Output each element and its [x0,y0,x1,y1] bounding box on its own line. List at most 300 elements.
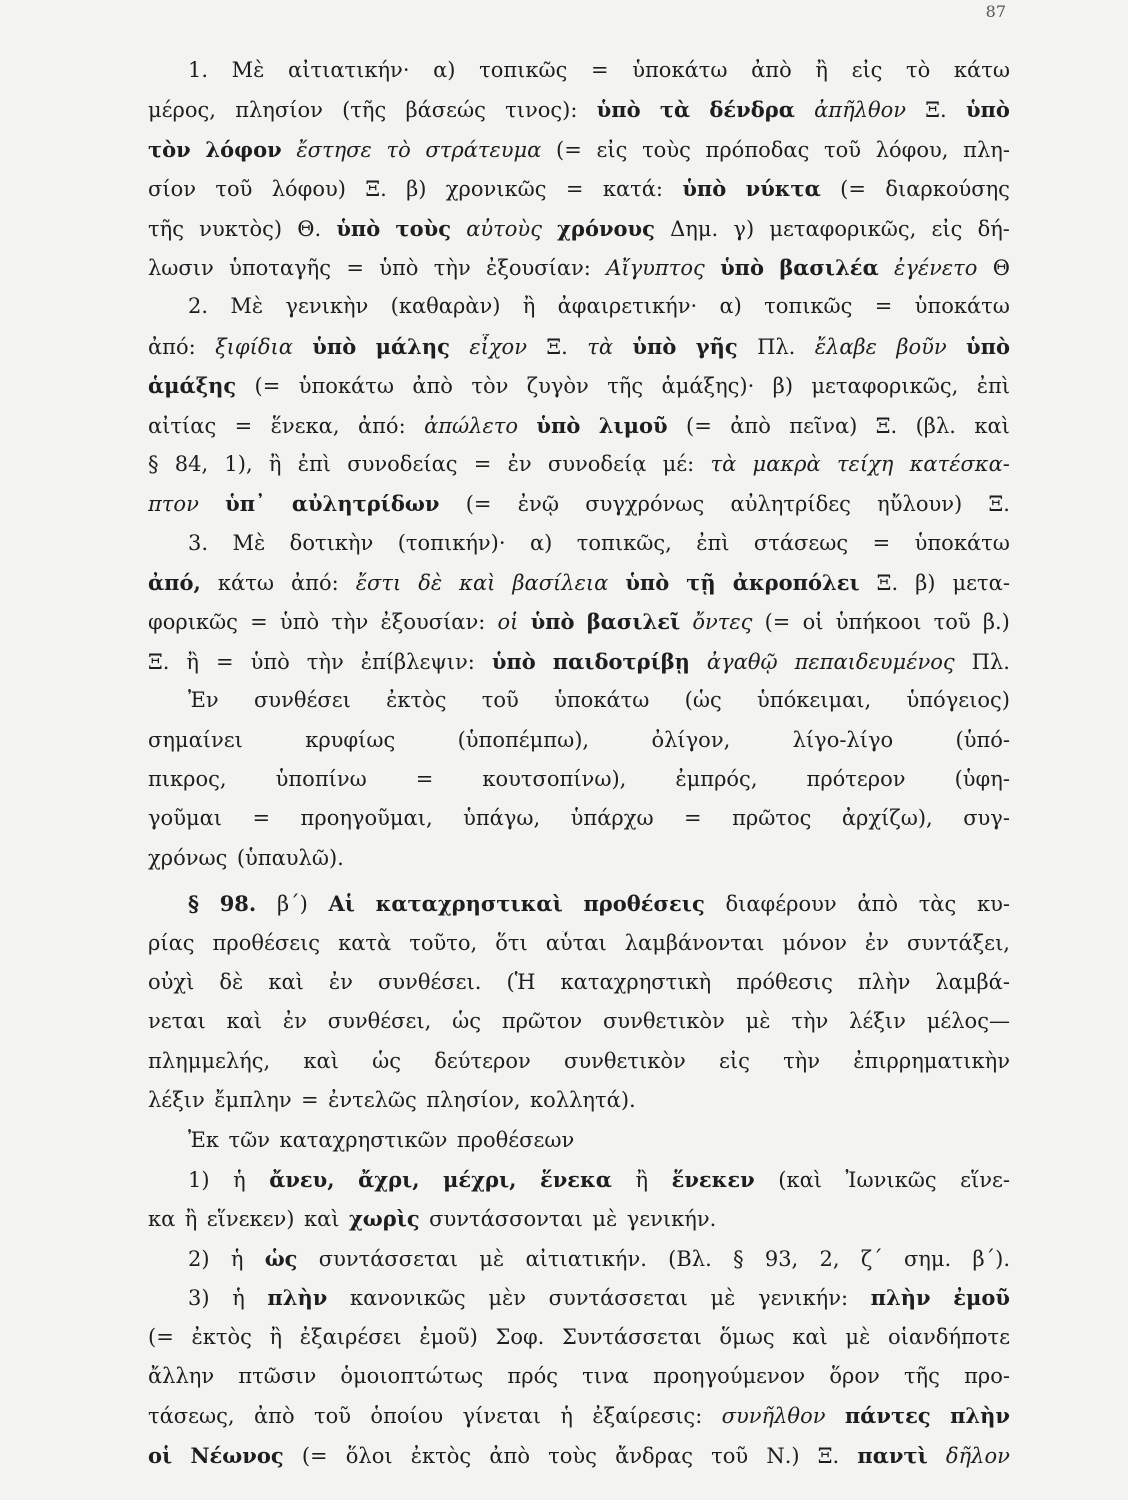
word: αὐλητρίδες [730,492,851,517]
text-line [148,491,1010,530]
word: συντάσσεται [548,1286,688,1311]
word: συντάξει, [906,930,1010,955]
word: κρυφίως [305,727,396,752]
word: ὑποκάτω [554,688,650,713]
word: α) [719,294,742,319]
word: ἐμπρός, [675,767,758,792]
word: τὴν [433,255,471,280]
word: = [684,806,702,831]
text-line [148,1364,1010,1403]
word: ἐξαιρέσει [299,1324,402,1349]
word: τοπικῶς, [576,530,672,555]
word: μὲ [479,1246,505,1271]
word: τῇ [686,570,716,596]
word: (καθαρὰν) [390,294,501,319]
word: πρῶτον [501,1009,583,1034]
word: β´). [972,1246,1010,1271]
word: β.) [982,610,1010,635]
word: γοῦμαι [148,806,223,831]
word: συγ- [963,806,1010,831]
word: ἀπὸ [489,1443,530,1468]
word: δὲ [219,969,244,994]
text-line [148,1285,1010,1324]
word: ἀπὸ [412,374,453,399]
word: ἄλλην [148,1363,215,1388]
word: μέρος, [148,98,216,123]
word: μὲν [488,1286,527,1311]
word: (τῆς [342,98,387,123]
word: (ὑποπέμπω), [457,727,590,752]
word: συντάσσεται [318,1246,458,1271]
word: λωσιν [148,255,214,280]
word: ὑπόγειος) [906,688,1010,713]
word: Δημ. [670,216,719,241]
word: εἰς [596,137,628,162]
word: καὶ [268,969,304,994]
word: ἢ [815,58,828,82]
word: προθέσεις [583,891,705,917]
text-line [148,531,1010,570]
word: πεπαιδευμένος [794,649,955,674]
word: μέ: [662,451,695,476]
word: τῶν [228,1127,270,1152]
word: Σοφ. [495,1324,545,1349]
word: προθέσεων [456,1127,575,1152]
word: δὲ [418,571,443,596]
word: ὑπὸ [596,97,641,123]
word: παντὶ [857,1442,928,1468]
word: ὑποκάτω [914,530,1010,555]
word: τὰς [918,892,957,917]
word: = [234,413,253,438]
word: μετα- [952,571,1010,596]
word: ἐπὶ [976,374,1010,399]
word: αὐλητρίδων [291,491,440,517]
word: ὑπὸ [682,176,727,202]
word: τὸν [148,136,191,162]
word: γενικήν. [626,1207,717,1232]
word: πρῶτος [732,806,812,831]
word: Αἴγυπτος [606,255,705,280]
word: ὑπὸ [530,609,575,635]
word: προηγούμενον [653,1363,806,1388]
word: ὑποταγῆς [229,255,331,280]
word: κυ- [976,892,1010,917]
word: ἐντελῶς [328,1088,417,1113]
word: Ξ. [875,413,898,438]
page-number: 87 [985,2,1006,21]
text-line [148,1443,1010,1482]
word: εἵνε- [960,1167,1010,1192]
word: τὰ [659,97,691,123]
word: λιμοῦ [598,412,668,438]
word: τῆς [148,216,184,241]
word: ἁμάξης)· [661,374,755,399]
word: ἐνῷ [517,492,559,517]
text-line [148,891,1010,930]
word: Ν.) [766,1443,800,1468]
word: βοῦν [896,334,947,359]
word: κανονικῶς [349,1286,466,1311]
word: πρόθεσις [736,969,833,994]
word: = [565,177,584,202]
word: ἄνευ, [269,1166,335,1192]
word: 2, [819,1246,840,1271]
word: ἐξουσίαν: [380,610,486,635]
text-line [148,255,1010,294]
word: ἀπὸ [857,892,898,917]
text-line [148,452,1010,491]
word: ἐπιρρηματικὴν [853,1048,1010,1073]
word: ἀπὸ [730,413,771,438]
word: ὑπὸ [250,649,290,674]
text-line [148,767,1010,806]
word: ἐμοῦ) [419,1324,478,1349]
text-line [148,334,1010,373]
word: Ἰωνικῶς [845,1167,937,1192]
word: 93, [764,1246,799,1271]
word: καὶ [303,1207,340,1232]
word: (ὑπό- [955,727,1010,752]
word: ἔμπλην [214,1088,292,1113]
word: τὴν [783,1048,821,1073]
word: τινος): [505,98,578,123]
word: β) [772,374,794,399]
word: νεται [148,1009,206,1034]
word: Αἱ [328,891,355,917]
word: = [473,451,492,476]
word: τοῦ [481,688,519,713]
word: ἢ [522,294,536,319]
word: ὅμως [719,1324,775,1349]
word: = [591,58,609,82]
word: διαρκούσης [885,177,1010,202]
word: ἐπὶ [297,451,332,476]
word: ὑπὸ [312,333,357,359]
word: ἢ [186,649,200,674]
word: Ξ. [817,1443,840,1468]
word: = [250,610,268,635]
word: πεῖνα) [789,413,858,438]
word: = [252,806,271,831]
word: αἰτίας [148,413,217,438]
word: εἶχον [469,334,527,359]
text-line [148,1088,1010,1127]
word: παιδοτρίβῃ [552,648,690,674]
word: τῆς [607,374,644,399]
word: ἡ [233,1167,246,1192]
word: καταχρηστικὴ [560,969,712,994]
word: μεταφορικῶς, [811,374,959,399]
word: συνθέσει [253,688,351,713]
word: εἰς [718,1048,750,1073]
word: ὑπὸ [625,570,670,596]
word: λαμβά- [935,969,1010,994]
word: (Βλ. [668,1246,712,1271]
word: ζ´ [860,1246,883,1271]
word: τὴν [331,610,369,635]
word: 1), [224,451,253,476]
word: καταχρηστικαὶ [375,891,563,917]
text-line [148,1403,1010,1442]
text-line [148,1325,1010,1364]
word: γίνεται [462,1404,542,1429]
word: εἰς [851,58,883,82]
word: ἐκτὸς [191,1324,252,1349]
word: τοῦ [314,1404,352,1429]
word: αἰτιατικήν· [288,58,410,82]
word: = [415,767,434,792]
text-line [148,373,1010,412]
word: τοπικῶς [479,58,568,82]
word: ἀπὸ [751,58,792,82]
word: ὄντες [692,610,753,635]
word: καὶ [792,1324,828,1349]
word: ὁμοιοπτώτως [340,1363,484,1388]
word: (= [764,610,791,635]
word: κάτω [953,58,1010,82]
word: πλὴν [857,969,911,994]
word: ὅτι [495,930,528,955]
word: ὀλίγον, [651,727,731,752]
word: λόφου, [875,137,949,162]
word: πλημμελής, [148,1048,271,1073]
word: (= [254,374,281,399]
word: τοῦ [215,177,253,202]
word: πλησίον [235,98,323,123]
word: κα [148,1207,176,1232]
text-line [148,570,1010,609]
word: ἀκροπόλει [732,570,860,596]
word: ἐκτὸς [386,688,447,713]
word: λαμβάνονται [624,930,765,955]
word: 1. [188,58,209,82]
word: ἐπὶ [696,530,730,555]
word: Ἐν [188,688,219,713]
word: ὑπὸ [379,255,419,280]
word: τὸν [471,374,509,399]
word: προ- [964,1363,1010,1388]
word: αὗται [545,930,607,955]
text-line [148,970,1010,1009]
word: ὑπὸ [966,333,1010,359]
word: χρόνους [557,215,655,241]
word: 2) [188,1246,210,1271]
word: κατὰ [338,930,392,955]
word: (Ἡ [506,969,536,994]
word: σίον [148,177,196,202]
word: νύκτα [745,176,821,202]
word: β´) [276,892,308,917]
text-line [148,58,1010,97]
word: (= [840,177,866,202]
word: Ξ. [925,98,947,123]
word: κουτσοπίνω), [482,767,627,792]
word: ἀπό: [357,413,406,438]
word: (= [556,137,582,162]
word: καὶ [303,1048,339,1073]
word: δοτικὴν [289,530,374,555]
word: 3) [188,1286,210,1311]
word: ζυγὸν [526,374,589,399]
word: ὑπὸ [632,333,677,359]
word: (= [301,1443,328,1468]
word: συνθέσει, [327,1009,432,1034]
word: τὸ [906,58,931,82]
word: ὑπὸ [720,254,765,280]
word: διαφέρουν [725,892,837,917]
word: ἕνεκα [539,1166,612,1192]
text-line [148,649,1010,688]
word: ὡς [452,1009,481,1034]
word: ἀπῆλθον [814,98,907,123]
text-line [148,216,1010,255]
word: ἐν [328,969,353,994]
text-line [148,1009,1010,1048]
word: ἀπό, [148,570,201,596]
word: ηὔλουν) [877,492,963,517]
word: ὑποπίνω [275,767,367,792]
word: Συντάσσεται [562,1324,702,1349]
word: στράτευμα [425,137,542,162]
word: καὶ [459,571,496,596]
word: οἱ [148,1442,173,1468]
word: δεύτερον [434,1048,531,1073]
word: τοῦ [711,1443,749,1468]
text-line [148,846,1010,885]
word: ὑπάρχω [570,806,654,831]
word: λέξιν [849,1009,906,1034]
word: τὰ [587,334,614,359]
text-line [148,931,1010,970]
word: λόφου) [271,177,346,202]
word: ἐν [282,1009,307,1034]
word: ἡ [230,1246,244,1271]
word: κάτω [217,571,274,596]
text-line [148,1167,1010,1206]
word: α) [433,58,456,82]
word: Ξ. [148,649,170,674]
word: βάσεώς [405,98,486,123]
word: τοὺς [548,1443,597,1468]
word: ὑπάγω, [463,806,541,831]
word: τοῦ [933,610,971,635]
word: Πλ. [757,334,796,359]
word: 84, [174,451,209,476]
word: οἱ [497,610,519,635]
word: ἀπό: [290,571,339,596]
word: ἢ [635,1167,649,1192]
word: πλη- [963,137,1010,162]
word: ὑπ᾽ [225,491,266,517]
word: μέχρι, [443,1166,517,1192]
word: συνοδείᾳ [547,451,647,476]
word: ὅρον [829,1363,880,1388]
word: γενικήν: [758,1286,849,1311]
text-line [148,806,1010,845]
word: μάλης [375,333,450,359]
word: καὶ [974,413,1010,438]
word: προηγοῦμαι, [300,806,433,831]
word: τὰ [710,451,737,476]
word: (βλ. [915,413,956,438]
word: δή- [977,216,1010,241]
word: ὡς [372,1048,402,1073]
word: 3. [188,530,209,555]
word: τινα [582,1363,629,1388]
word: πλὴν [950,1403,1010,1429]
text-line [148,728,1010,767]
word: (= [148,1324,174,1349]
word: § [733,1246,744,1271]
word: ἔστησε [296,137,372,162]
word: = [301,1088,319,1113]
word: β) [915,571,936,596]
word: καταχρηστικῶν [279,1127,448,1152]
word: λόφον [205,136,282,162]
word: ἕνεκεν [671,1166,755,1192]
word: τοπικῶς [764,294,853,319]
word: τῆς [903,1363,940,1388]
text-line [148,1246,1010,1285]
word: πρός [507,1363,558,1388]
word: § [188,891,199,917]
word: προθέσεις [212,930,321,955]
word: ἀγαθῷ [706,649,778,674]
word: ὁποίου [370,1404,444,1429]
word: ὑπὸ [491,648,536,674]
text-line [148,137,1010,176]
word: τοὺς [395,215,452,241]
word: συνθετικὸν [564,1048,686,1073]
word: (ὡς [684,688,722,713]
word: συνθέσει. [377,969,482,994]
word: (= [686,413,712,438]
word: Μὲ [232,530,266,555]
word: ἀφαιρετικήν· [557,294,698,319]
word: ἄνδρας [615,1443,693,1468]
word: μόνον [782,930,847,955]
word: ὑποκάτω [914,294,1010,319]
word: Ξ. [876,571,899,596]
word: πλησίον, [426,1088,521,1113]
word: τοῦτο, [409,930,478,955]
word: γῆς [695,333,738,359]
word: ἢ [269,1324,283,1349]
word: οὐχὶ [148,969,195,994]
word: ὑπὸ [279,610,320,635]
word: = [215,649,234,674]
word: α) [529,530,553,555]
word: 2. [188,294,209,319]
word: βασιλέα [779,254,879,280]
word: Ξ. [546,334,568,359]
word: βασιλεῖ [586,609,681,635]
text-line [148,609,1010,648]
word: = [346,255,364,280]
word: συνοδείας [347,451,458,476]
word: καὶ [226,1009,263,1034]
word: Πλ. [971,649,1010,674]
text-line [148,1049,1010,1088]
word: (ὑπαυλῶ). [236,845,344,870]
word: ἢ [268,451,282,476]
word: ξιφίδια [215,334,293,359]
word: μὲ [710,1286,736,1311]
word: κατά: [602,177,664,202]
word: ὅλοι [345,1443,393,1468]
word: κατέσκα- [909,451,1010,476]
